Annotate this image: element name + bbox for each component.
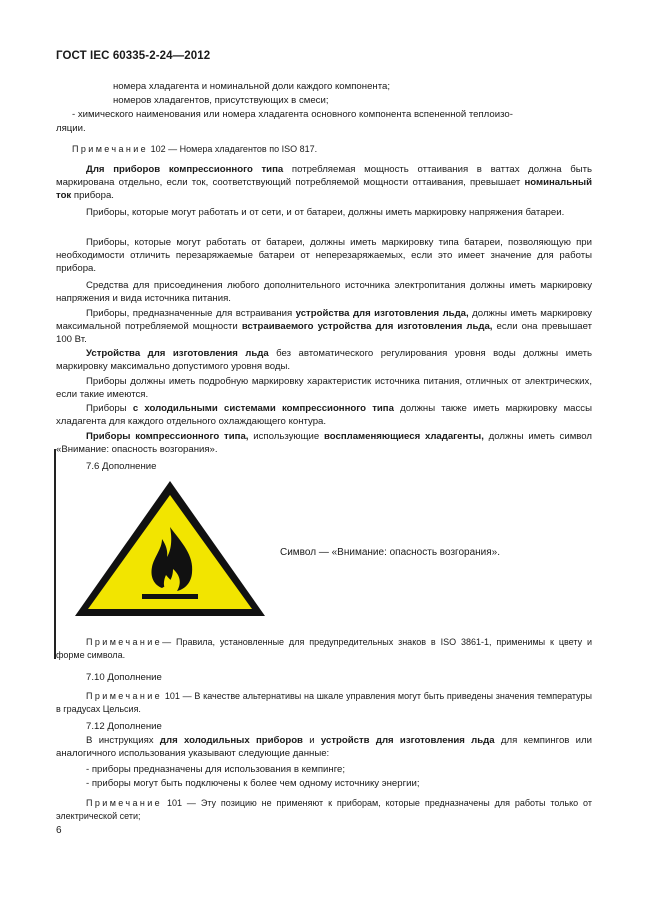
note-101a bbox=[56, 690, 592, 716]
bold-term: номинальный ток bbox=[56, 177, 592, 202]
page-number: 6 bbox=[56, 825, 62, 836]
bold-term: Устройства для изготовления льда bbox=[86, 348, 269, 359]
bold-term: Приборы компрессионного типа, bbox=[86, 431, 249, 442]
text-run: прибора. bbox=[71, 190, 114, 202]
paragraph-instructions bbox=[56, 734, 592, 760]
paragraph-icemaker-level bbox=[56, 347, 592, 373]
bold-term: воспламеняющиеся хладагенты, bbox=[323, 431, 484, 442]
bold-term: Для приборов компрессионного типа bbox=[86, 164, 284, 175]
note-text: 101 — Эту позицию не применяют к приборам, которые предназначены для работы только от электрической сети; bbox=[56, 798, 592, 822]
note-label: Примечание bbox=[72, 144, 149, 154]
note-symbol bbox=[56, 636, 592, 662]
list-item: номера хладагента и номинальной доли каждого компонента; bbox=[113, 81, 390, 92]
note-text: — Правила, установленные для предупредительных знаков в ISO 3861-1, применимы к цвету и форме символа. bbox=[56, 637, 592, 661]
paragraph-builtin-icemaker bbox=[56, 307, 592, 347]
text-run: Приборы, предназначенные для встраивания bbox=[86, 308, 296, 319]
bold-term: для холодильных приборов bbox=[159, 735, 303, 746]
paragraph-mains-battery: Приборы, которые могут работать и от сети, и от батареи, должны иметь маркировку напряжения батареи. bbox=[86, 207, 565, 218]
section-heading-7-10: 7.10 Дополнение bbox=[86, 672, 162, 683]
note-label: Примечание bbox=[86, 798, 163, 808]
note-label: Примечание bbox=[86, 691, 163, 701]
paragraph-supply-means: Средства для присоединения любого дополнительного источника электропитания должны иметь маркировку напряжения и вида источника питания. bbox=[56, 280, 592, 305]
text-run: должны иметь символ «Внимание: опасность возгорания». bbox=[56, 431, 592, 456]
note-101b bbox=[56, 797, 592, 823]
text-run: использующие bbox=[248, 431, 324, 442]
text-run: без автоматического регулирования уровня воды должны иметь маркировку максимально допустимого уровня воды. bbox=[56, 348, 592, 373]
flammable-warning-icon bbox=[72, 477, 268, 619]
change-bar bbox=[54, 449, 56, 659]
paragraph-power-source: Приборы должны иметь подробную маркировку характеристик источника питания, отличных от электрических, если такие имеются. bbox=[56, 376, 592, 401]
symbol-caption: Символ — «Внимание: опасность возгорания». bbox=[280, 547, 501, 558]
bold-term: устройства для изготовления льда, bbox=[295, 308, 469, 319]
list-item: номеров хладагентов, присутствующих в смеси; bbox=[113, 95, 329, 106]
paragraph-line: - химического наименования или номера хладагента основного компонента вспененной теплоизо- bbox=[72, 109, 513, 120]
list-item: - приборы могут быть подключены к более чем одному источнику энергии; bbox=[86, 778, 420, 789]
paragraph-battery-type: Приборы, которые могут работать от батареи, должны иметь маркировку типа батареи, позволяющую при необходимости отличить перезаряжаемые батареи от неперезаряжаемых, если это имеет значение для работы прибора. bbox=[56, 237, 592, 275]
paragraph-flammable bbox=[56, 430, 592, 456]
note-text: 102 — Номера хладагентов по ISO 817. bbox=[150, 144, 318, 154]
note-text: 101 — В качестве альтернативы на шкале управления могут быть приведены значения температуры в градусах Цельсия. bbox=[56, 691, 592, 715]
list-item: - приборы предназначены для использования в кемпинге; bbox=[86, 764, 346, 775]
note-label: Примечание bbox=[86, 637, 163, 647]
text-run: если она превышает 100 Вт. bbox=[56, 321, 592, 346]
paragraph-line: ляции. bbox=[56, 123, 86, 134]
paragraph-compressor bbox=[56, 163, 592, 203]
text-run: В инструкциях bbox=[86, 735, 160, 746]
bold-term: с холодильными системами компрессионного типа bbox=[132, 403, 394, 414]
bold-term: встраиваемого устройства для изготовления льда, bbox=[241, 321, 493, 333]
section-heading-7-6: 7.6 Дополнение bbox=[86, 461, 157, 472]
text-run: и bbox=[302, 735, 321, 746]
note-102 bbox=[72, 143, 592, 156]
text-run: потребляемая мощность оттаивания в ваттах должна быть маркирована отдельно, если ток, соответствующий потребляемой мощности оттаивания, превышает bbox=[56, 164, 592, 189]
text-run: должны иметь маркировку максимальной потребляемой мощности bbox=[56, 308, 592, 333]
paragraph-cooling-mass bbox=[56, 402, 592, 428]
text-run: для кемпингов или аналогичного использования указывают следующие данные: bbox=[56, 735, 592, 760]
text-run: Приборы bbox=[86, 403, 133, 414]
bold-term: устройств для изготовления льда bbox=[320, 735, 495, 746]
standard-header: ГОСТ IEC 60335-2-24—2012 bbox=[56, 50, 211, 62]
section-heading-7-12: 7.12 Дополнение bbox=[86, 721, 162, 732]
text-run: должны также иметь маркировку массы хладагента для каждого отдельного охлаждающего контура. bbox=[56, 403, 592, 428]
